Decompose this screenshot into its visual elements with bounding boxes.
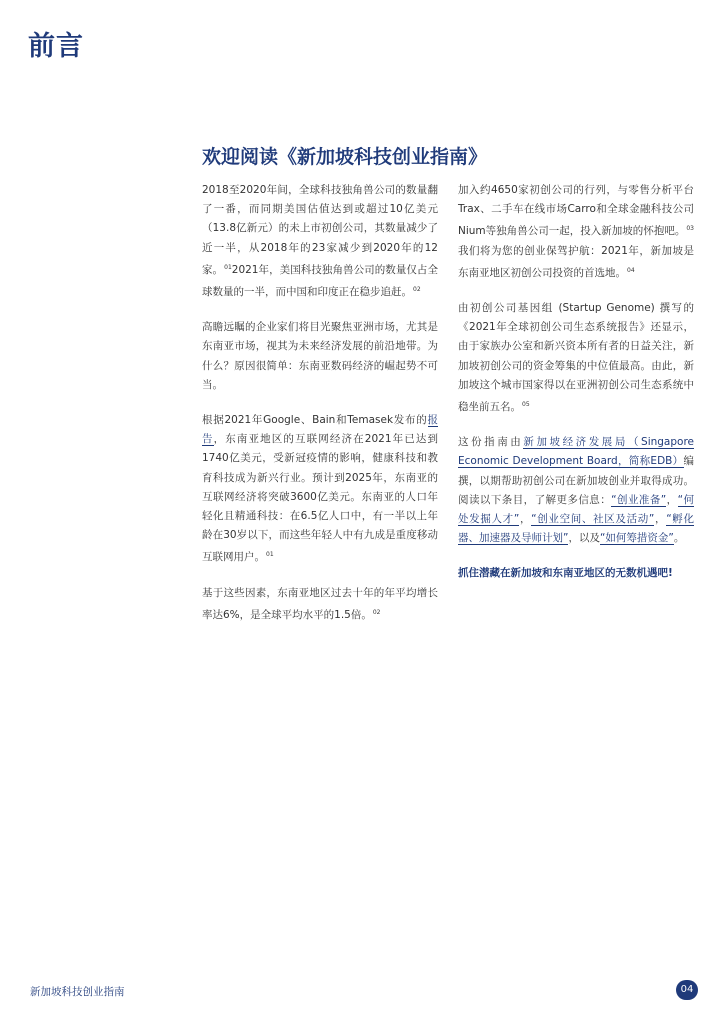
footnote-ref: 04 [627, 266, 635, 274]
separator: ，以及 [568, 532, 600, 545]
page-number-badge: 04 [676, 980, 698, 1000]
call-to-action: 抓住潜藏在新加坡和东南亚地区的无数机遇吧! [458, 567, 673, 580]
paragraph-text: 2018至2020年间，全球科技独角兽公司的数量翻了一番，而同期美国估值达到或超过10亿美元（13.8亿新元）的未上市初创公司，其数量减少了近一半，从2018年的23家减少到2020年的12家。 [202, 184, 438, 276]
paragraph-text: 这份指南由 [458, 436, 524, 449]
separator: ， [654, 513, 667, 526]
report-link[interactable]: 报告 [202, 414, 438, 446]
incubator-link[interactable]: “孵化器、加速器及导师计划” [458, 513, 694, 545]
paragraph-text: 高瞻远瞩的企业家们将目光聚焦亚洲市场，尤其是东南亚市场，视其为未来经济发展的前沿地带。为什么？原因很简单：东南亚数码经济的崛起势不可当。 [202, 321, 438, 391]
space-community-link[interactable]: “创业空间、社区及活动” [531, 513, 655, 526]
footer-title: 新加坡科技创业指南 [30, 986, 125, 998]
paragraph [202, 318, 438, 395]
paragraph-text: 。 [673, 532, 685, 545]
page-title: 前言 [28, 31, 84, 62]
paragraph [202, 411, 438, 568]
funding-link[interactable]: “如何筹措资金” [599, 532, 674, 545]
paragraph-text: 编撰，以期帮助初创公司在新加坡创业并取得成功。阅读以下条目，了解更多信息： [458, 455, 694, 506]
separator: ， [519, 513, 532, 526]
separator: ， [666, 493, 678, 506]
footnote-ref: 01 [266, 551, 274, 559]
footnote-ref: 02 [372, 608, 381, 616]
paragraph [202, 181, 438, 302]
footnote-ref: 03 [686, 225, 694, 233]
paragraph-text: 2021年，美国科技独角兽公司的数量仅占全球数量的一半，而中国和印度正在稳步追赶。 [202, 263, 438, 299]
paragraph [202, 584, 438, 625]
right-column [458, 181, 694, 600]
left-column [202, 181, 438, 641]
paragraph-text: ，东南亚地区的互联网经济在2021年已达到1740亿美元，受新冠疫情的影响，健康科技和教育科技成为新兴行业。预计到2025年，东南亚的互联网经济将突破3600亿美元。东南亚的人口年轻化且精通科技：在6.5亿人口中，有一半以上年龄在30岁以下，而这些年轻人中有九成是重度移动互联网用户。 [202, 433, 439, 564]
paragraph-text: 加入约4650家初创公司的行列，与零售分析平台Trax、二手车在线市场Carro和全球金融科技公司Nium等独角兽公司一起，投入新加坡的怀抱吧。 [458, 184, 694, 238]
talent-link[interactable]: “何处发掘人才” [458, 493, 695, 526]
edb-link[interactable]: 新加坡经济发展局（Singapore Economic Development Board，简称EDB） [458, 436, 694, 468]
paragraph-text: 基于这些因素，东南亚地区过去十年的年平均增长率达6%，是全球平均水平的1.5倍。 [202, 586, 438, 621]
footnote-ref: 05 [522, 401, 530, 409]
paragraph [458, 433, 694, 548]
startup-prep-link[interactable]: “创业准备” [611, 493, 667, 506]
paragraph-text: 根据2021年Google、Bain和Temasek发布的 [202, 414, 428, 427]
article-title: 欢迎阅读《新加坡科技创业指南》 [202, 146, 488, 168]
paragraph-text: 我们将为您的创业保驾护航：2021年，新加坡是东南亚地区初创公司投资的首选地。 [458, 244, 694, 279]
paragraph [458, 299, 694, 417]
paragraph [458, 181, 694, 283]
paragraph-text: 由初创公司基因组 (Startup Genome) 撰写的《2021年全球初创公司生态系统报告》还显示，由于家族办公室和新兴资本所有者的日益关注，新加坡初创公司的资金筹集的中位值最高。由此，新加坡这个城市国家得以在亚洲初创公司生态系统中稳坐前五名。 [458, 302, 694, 414]
footnote-ref: 02 [413, 286, 421, 294]
footnote-ref: 01 [224, 263, 232, 271]
